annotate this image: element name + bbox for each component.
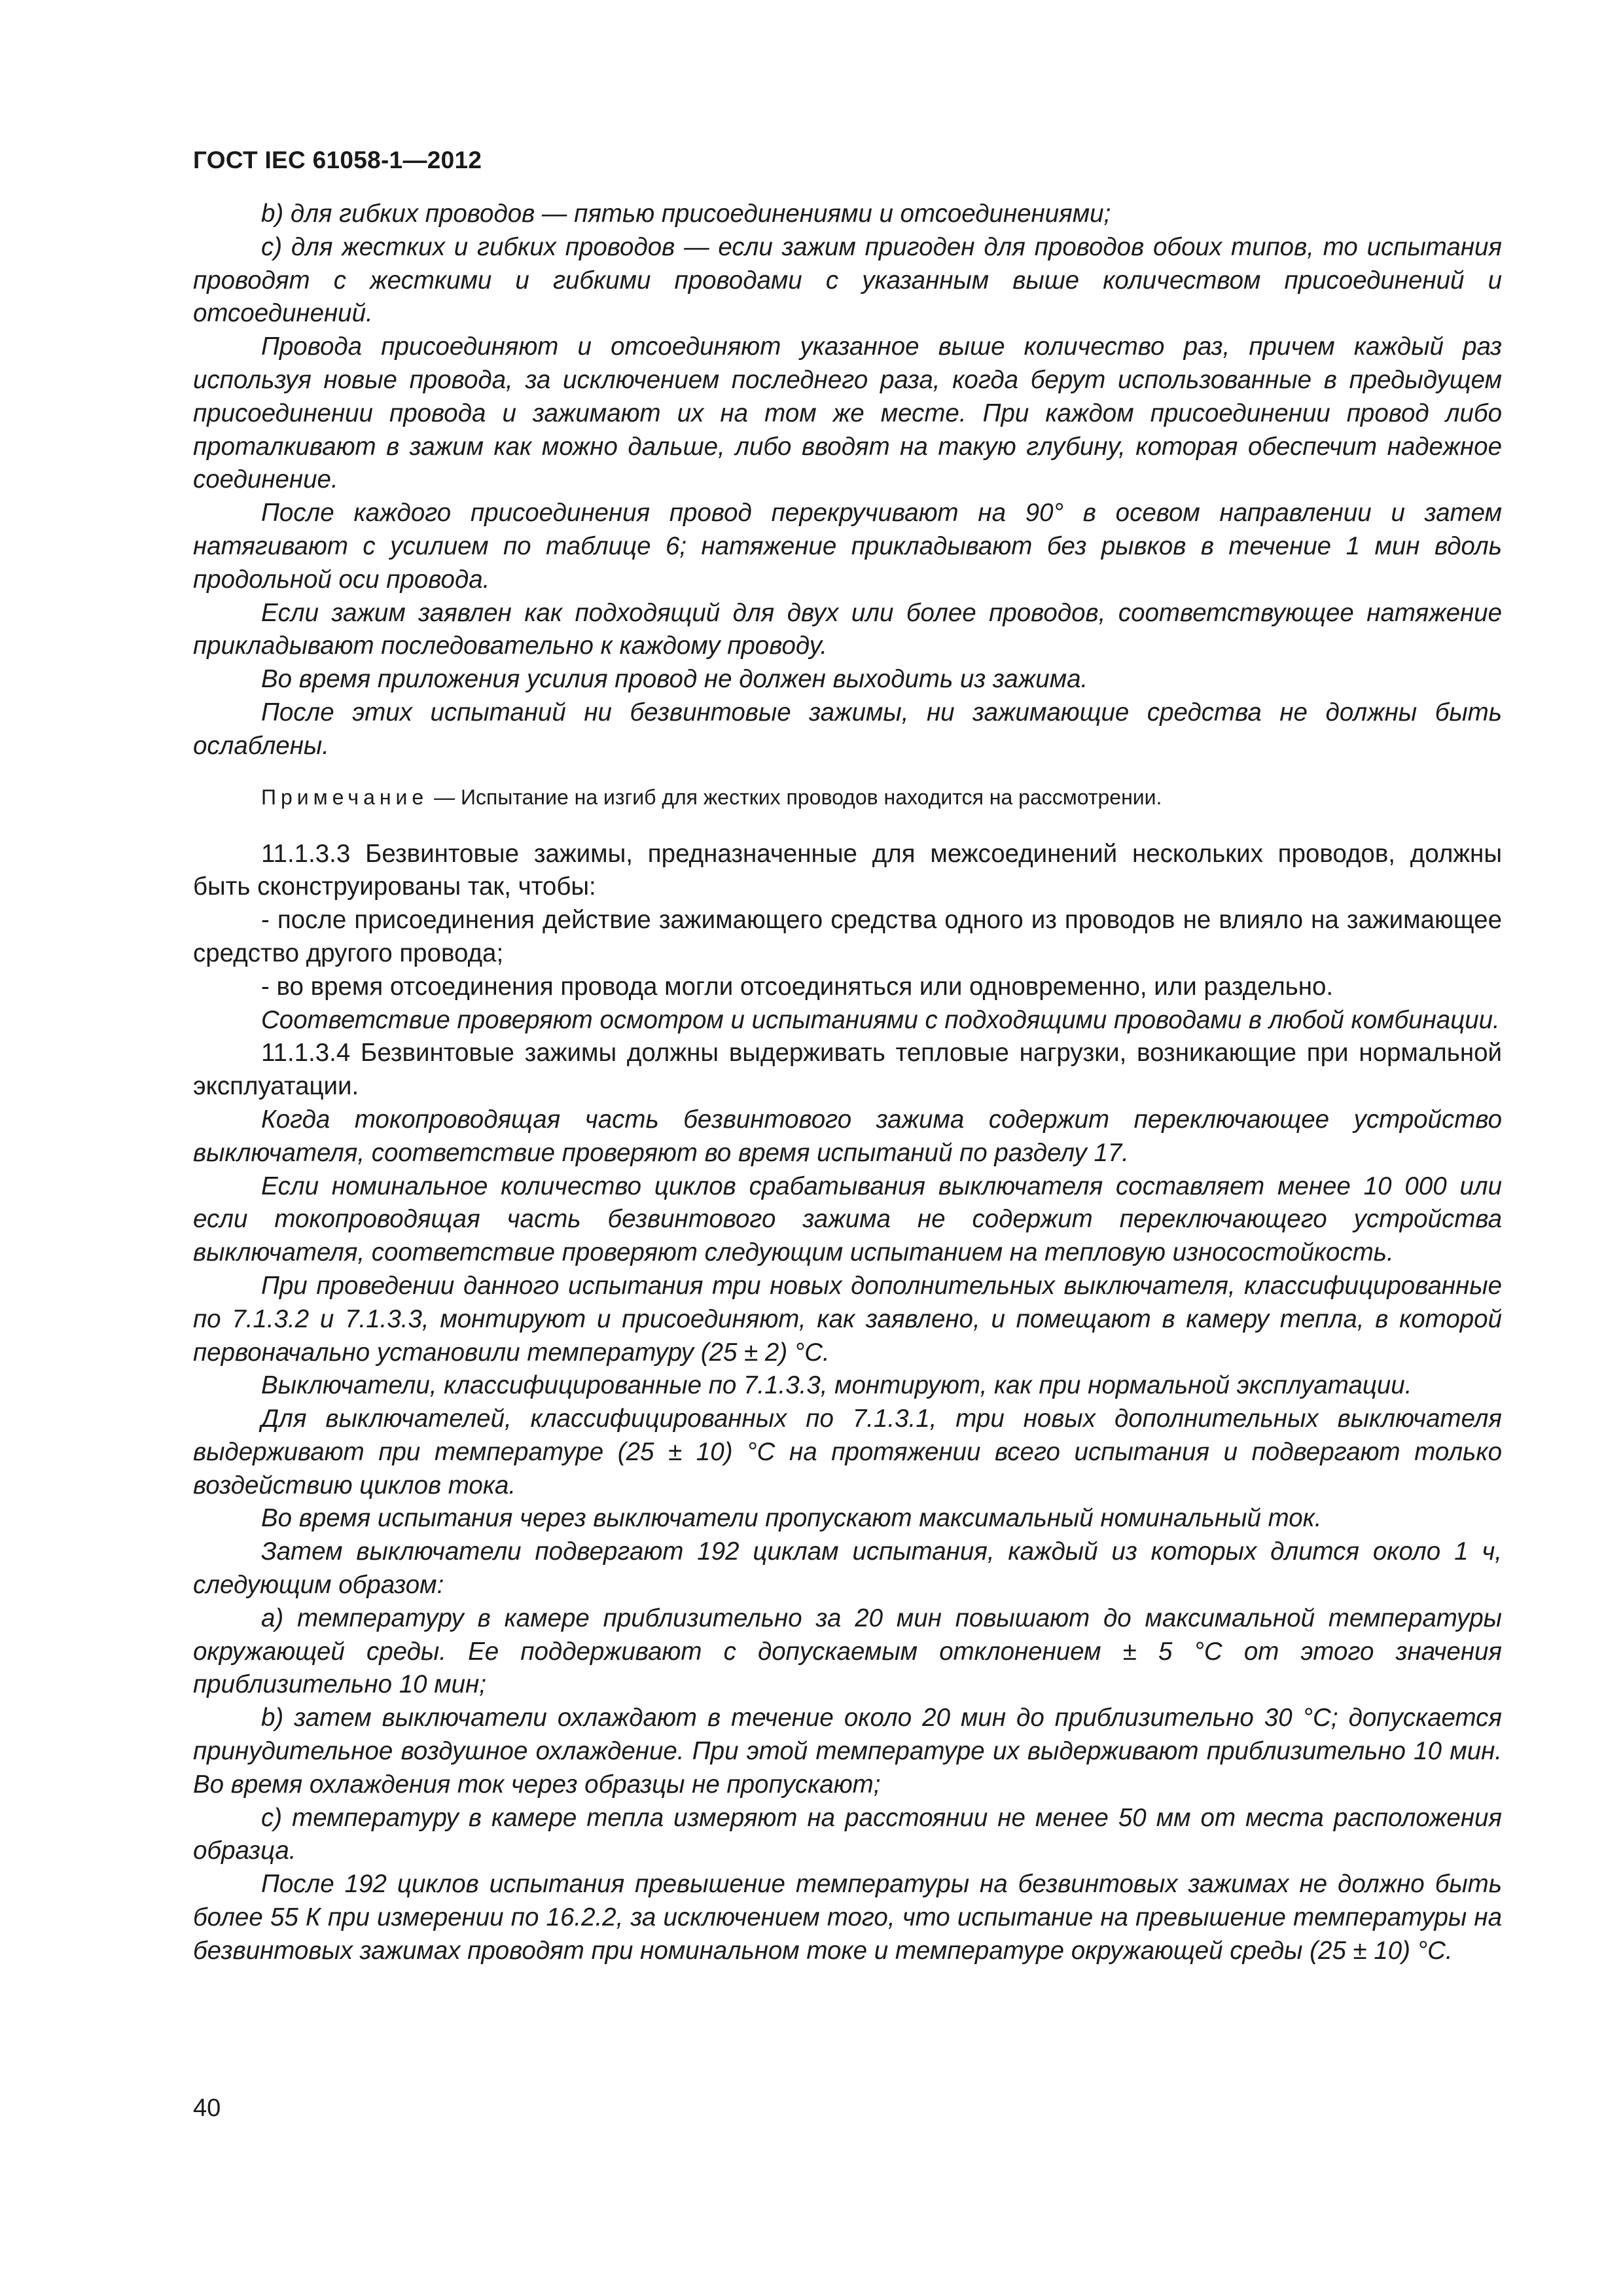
paragraph: Провода присоединяют и отсоединяют указанное выше количество раз, причем каждый раз используя новые провода, за исключением последнего раза, когда берут использованные в предыдущем присоединении провода и зажимают их на том же месте. При каждом присоединении провод либо проталкивают в зажим как можно дальше, либо вводят на такую глубину, которая обеспечит надежное соединение. [193, 332, 1502, 494]
paragraph: c) температуру в камере тепла измеряют на расстоянии не менее 50 мм от места расположения образца. [193, 1803, 1502, 1865]
paragraph: Во время испытания через выключатели пропускают максимальный номинальный ток. [261, 1504, 1322, 1533]
paragraph: Соответствие проверяют осмотром и испытаниями с подходящими проводами в любой комбинации. [261, 1005, 1500, 1034]
paragraph: При проведении данного испытания три новых дополнительных выключателя, классифицированные по 7.1.3.2 и 7.1.3.3, монтируют и присоединяют, как заявлено, и помещают в камеру тепла, в которой первоначально установили температуру (25 ± 2) °С. [193, 1271, 1502, 1367]
paragraph: После каждого присоединения провод перекручивают на 90° в осевом направлении и затем натягивают с усилием по таблице 6; натяжение прикладывают без рывков в течение 1 мин вдоль продольной оси провода. [193, 499, 1502, 594]
paragraph: Во время приложения усилия провод не должен выходить из зажима. [261, 665, 1088, 694]
paragraph: a) температуру в камере приблизительно за 20 мин повышают до максимальной температуры окружающей среды. Ее поддерживают с допускаемым отклонением ± 5 °С от этого значения приблизительно 10 мин; [193, 1604, 1502, 1699]
paragraph: Если номинальное количество циклов срабатывания выключателя составляет менее 10 000 или если токопроводящая часть безвинтового зажима не содержит переключающего устройства выключателя, соответствие проверяют следующим испытанием на тепловую износостойкость. [193, 1172, 1502, 1267]
paragraph: b) для гибких проводов — пятью присоединениями и отсоединениями; [261, 200, 1111, 228]
note-text: — Испытание на изгиб для жестких проводов находится на рассмотрении. [428, 785, 1162, 809]
document-body [193, 198, 1502, 1968]
list-item: - после присоединения действие зажимающего средства одного из проводов не влияло на зажимающее средство другого провода; [193, 906, 1502, 967]
paragraph: Затем выключатели подвергают 192 циклам испытания, каждый из которых длится около 1 ч, следующим образом: [193, 1537, 1502, 1600]
page-number: 40 [193, 2094, 221, 2122]
paragraph: Когда токопроводящая часть безвинтового зажима содержит переключающее устройство выключателя, соответствие проверяют во время испытаний по разделу 17. [193, 1105, 1502, 1167]
note [193, 783, 1502, 812]
paragraph: После 192 циклов испытания превышение температуры на безвинтовых зажимах не должно быть более 55 К при измерении по 16.2.2, за исключением того, что испытание на превышение температуры на безвинтовых зажимах проводят при номинальном токе и температуре окружающей среды (25 ± 10) °С. [193, 1870, 1502, 1965]
clause-11-1-3-4: 11.1.3.4 Безвинтовые зажимы должны выдерживать тепловые нагрузки, возникающие при нормальной эксплуатации. [193, 1039, 1502, 1101]
paragraph: Для выключателей, классифицированных по 7.1.3.1, три новых дополнительных выключателя выдерживают при температуре (25 ± 10) °С на протяжении всего испытания и подвергают только воздействию циклов тока. [193, 1405, 1502, 1499]
list-item: - во время отсоединения провода могли отсоединяться или одновременно, или раздельно. [261, 972, 1334, 1001]
paragraph: c) для жестких и гибких проводов — если зажим пригоден для проводов обоих типов, то испытания проводят с жесткими и гибкими проводами с указанным выше количеством присоединений и отсоединений. [193, 232, 1502, 328]
paragraph: Если зажим заявлен как подходящий для двух или более проводов, соответствующее натяжение прикладывают последовательно к каждому проводу. [193, 598, 1502, 660]
paragraph: Выключатели, классифицированные по 7.1.3.3, монтируют, как при нормальной эксплуатации. [261, 1371, 1412, 1400]
paragraph: b) затем выключатели охлаждают в течение около 20 мин до приблизительно 30 °С; допускается принудительное воздушное охлаждение. При этой температуре их выдерживают приблизительно 10 мин. Во время охлаждения ток через образцы не пропускают; [193, 1704, 1502, 1799]
note-label: Примечание [261, 785, 429, 809]
document-header: ГОСТ IEC 61058-1—2012 [193, 147, 482, 173]
clause-11-1-3-3: 11.1.3.3 Безвинтовые зажимы, предназначенные для межсоединений нескольких проводов, должны быть сконструированы так, чтобы: [193, 839, 1502, 901]
paragraph: После этих испытаний ни безвинтовые зажимы, ни зажимающие средства не должны быть ослаблены. [193, 698, 1502, 760]
